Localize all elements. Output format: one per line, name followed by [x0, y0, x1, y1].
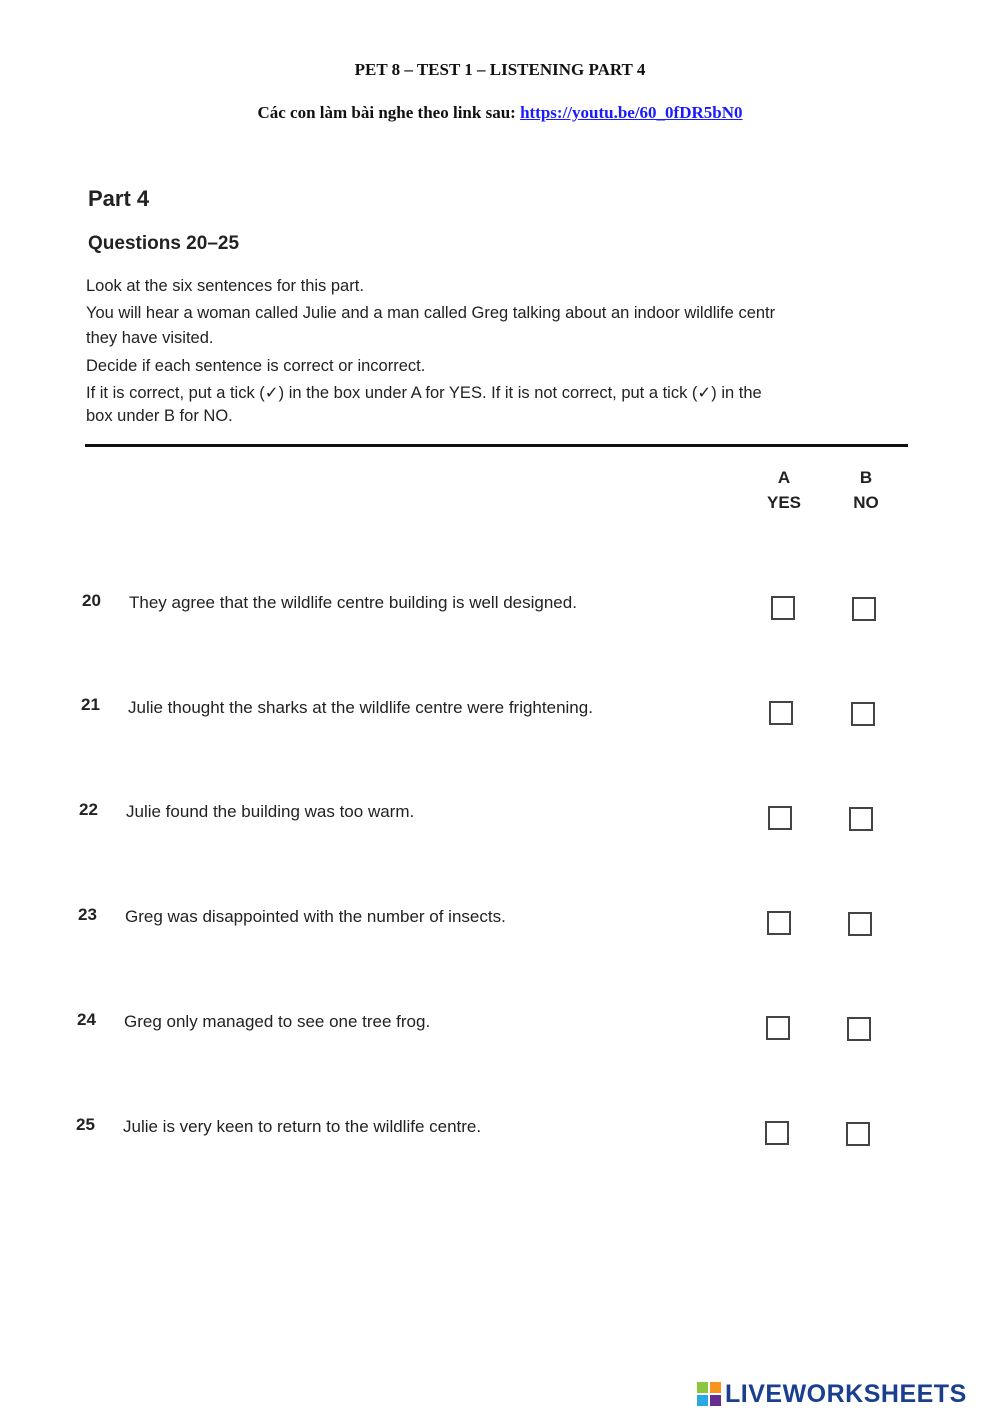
- question-number: 21: [81, 695, 100, 714]
- logo-text: LIVEWORKSHEETS: [725, 1379, 967, 1408]
- column-a-header: [754, 465, 814, 515]
- instruction-line-5: If it is correct, put a tick (✓) in the box under A for YES. If it is not correct, put a tick (✓) in the: [86, 384, 762, 402]
- q22-no-checkbox[interactable]: [849, 807, 873, 831]
- instruction-line-3: they have visited.: [86, 329, 214, 347]
- question-text: They agree that the wildlife centre building is well designed.: [129, 593, 577, 612]
- question-number: 20: [82, 591, 101, 610]
- liveworksheets-logo: [697, 1378, 967, 1410]
- q21-yes-checkbox[interactable]: [769, 701, 793, 725]
- instruction-line-1: Look at the six sentences for this part.: [86, 277, 364, 295]
- column-a-label: YES: [766, 493, 802, 512]
- youtube-link[interactable]: https://youtu.be/60_0fDR5bN0: [520, 103, 743, 122]
- question-text: Greg only managed to see one tree frog.: [124, 1012, 431, 1031]
- question-number: 25: [76, 1115, 95, 1134]
- question-text: Julie found the building was too warm.: [126, 802, 415, 821]
- question-text: Julie thought the sharks at the wildlife centre were frightening.: [128, 698, 593, 717]
- instruction-line-6: box under B for NO.: [86, 407, 233, 425]
- column-b-label: NO: [853, 493, 879, 512]
- instruction-line-4: Decide if each sentence is correct or incorrect.: [86, 357, 426, 375]
- q20-yes-checkbox[interactable]: [771, 596, 795, 620]
- q24-no-checkbox[interactable]: [847, 1017, 871, 1041]
- page-title: PET 8 – TEST 1 – LISTENING PART 4: [354, 60, 646, 79]
- column-b-header: [836, 465, 896, 515]
- question-number: 23: [78, 905, 97, 924]
- question-number: 24: [77, 1010, 96, 1029]
- q23-no-checkbox[interactable]: [848, 912, 872, 936]
- q23-yes-checkbox[interactable]: [767, 911, 791, 935]
- link-prefix: Các con làm bài nghe theo link sau:: [257, 103, 516, 122]
- logo-grid-icon: [697, 1382, 721, 1406]
- question-text: Greg was disappointed with the number of insects.: [125, 907, 506, 926]
- q22-yes-checkbox[interactable]: [768, 806, 792, 830]
- question-text: Julie is very keen to return to the wildlife centre.: [123, 1117, 482, 1136]
- listening-link-line: [0, 103, 1000, 123]
- divider: [85, 444, 908, 447]
- q21-no-checkbox[interactable]: [851, 702, 875, 726]
- q24-yes-checkbox[interactable]: [766, 1016, 790, 1040]
- column-b-letter: B: [859, 468, 873, 487]
- instruction-line-2: You will hear a woman called Julie and a man called Greg talking about an indoor wildlife centr: [86, 304, 776, 322]
- part-heading: Part 4: [88, 186, 150, 211]
- q25-no-checkbox[interactable]: [846, 1122, 870, 1146]
- questions-heading: Questions 20–25: [88, 233, 240, 254]
- question-number: 22: [79, 800, 98, 819]
- q25-yes-checkbox[interactable]: [765, 1121, 789, 1145]
- column-a-letter: A: [777, 468, 791, 487]
- q20-no-checkbox[interactable]: [852, 597, 876, 621]
